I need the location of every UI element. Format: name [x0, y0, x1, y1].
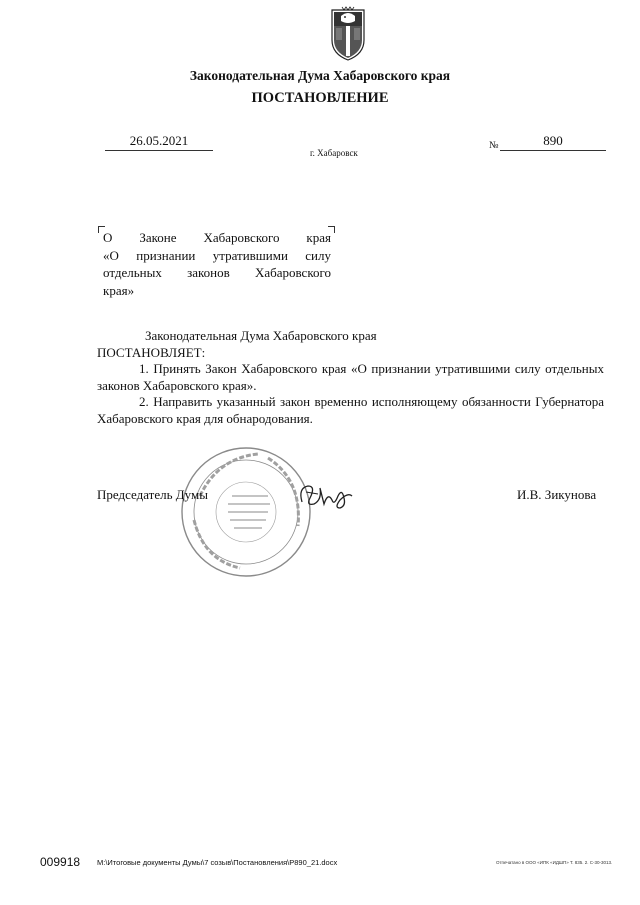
title-line: края» [103, 282, 135, 298]
title-line: «О признании утратившими силу [103, 247, 331, 263]
document-date: 26.05.2021 [105, 133, 213, 151]
body-item: 1. Принять Закон Хабаровского края «О признании утратившими силу отдельных законов Хабаровского края». [97, 361, 604, 393]
organization-name: Законодательная Дума Хабаровского края [189, 68, 451, 83]
signatory-name: И.В. Зикунова [517, 487, 597, 502]
document-number: 890 [500, 133, 606, 151]
registration-number: 009918 [40, 855, 81, 869]
number-label: № [489, 140, 499, 151]
print-info: Отпечатано в ООО «ИПК «ИДШП» Т. 835. 2. С-30-3013. [496, 860, 613, 865]
official-seal-icon [178, 444, 314, 580]
document-type: ПОСТАНОВЛЕНИЕ [251, 90, 389, 106]
signatory-title: Председатель Думы [97, 487, 208, 502]
document-body [97, 328, 604, 427]
body-intro: Законодательная Дума Хабаровского края [145, 328, 377, 343]
body-item: 2. Направить указанный закон временно исполняющему обязанности Губернатора Хабаровского края для обнародования. [97, 394, 604, 426]
title-line: О Законе Хабаровского края [103, 230, 331, 245]
coat-of-arms-icon [328, 6, 368, 62]
file-path: M:\Итоговые документы Думы\7 созыв\Постановления\P890_21.docx [97, 858, 338, 867]
body-decree: ПОСТАНОВЛЯЕТ: [97, 344, 206, 360]
signature-icon [296, 474, 356, 514]
document-title [103, 229, 331, 299]
document-city: г. Хабаровск [310, 148, 358, 158]
title-line: отдельных законов Хабаровского [103, 265, 331, 280]
